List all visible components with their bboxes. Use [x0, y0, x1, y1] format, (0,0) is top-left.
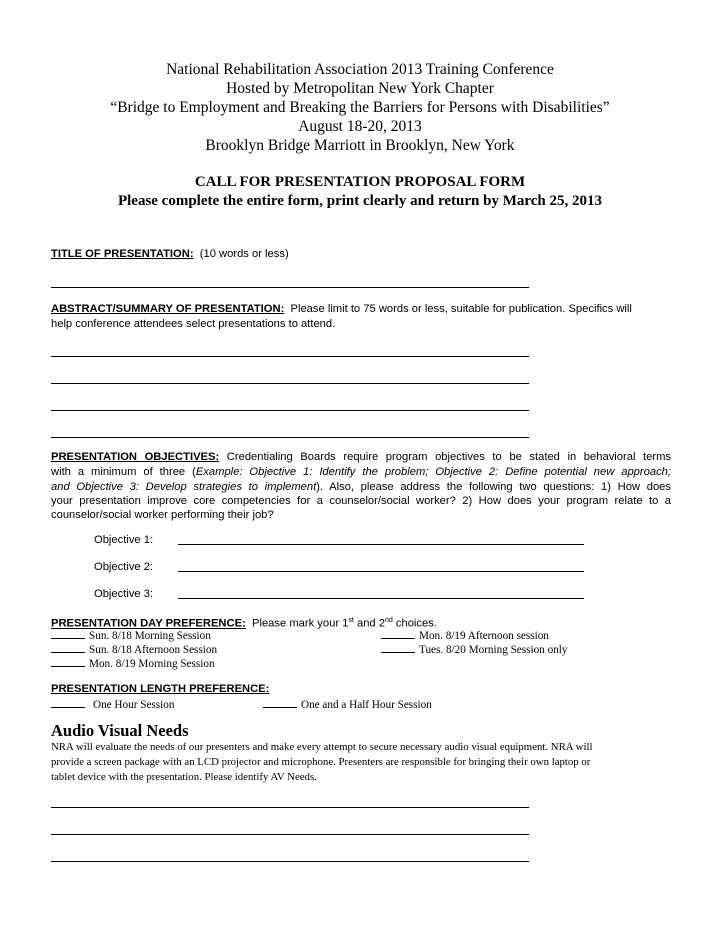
checkbox-blank[interactable] [381, 642, 415, 653]
conference-title: National Rehabilitation Association 2013 Training Conference [166, 61, 554, 78]
conference-theme: “Bridge to Employment and Breaking the Barriers for Persons with Disabilities” [110, 99, 610, 116]
av-needs-line1: NRA will evaluate the needs of our presenters and make every attempt to secure necessary audio visual equipment. NRA will [51, 741, 593, 753]
objectives-label: PRESENTATION OBJECTIVES: [51, 451, 220, 463]
objectives-intro-line3: and Objective 3: Develop strategies to implement). Also, please address the following two questions: 1) How does [51, 481, 671, 493]
objective-1-label: Objective 1: [94, 534, 154, 546]
title-label: TITLE OF PRESENTATION [51, 248, 190, 260]
objective-2-input-line[interactable] [178, 571, 584, 572]
length-preference-label: PRESENTATION LENGTH PREFERENCE [51, 683, 266, 695]
objective-3-label: Objective 3: [94, 588, 154, 600]
checkbox-blank[interactable] [381, 628, 415, 639]
abstract-input-line-1[interactable] [51, 356, 529, 357]
day-option-sun-morning[interactable]: Sun. 8/18 Morning Session [51, 628, 211, 643]
checkbox-blank[interactable] [51, 628, 85, 639]
abstract-label: ABSTRACT/SUMMARY OF PRESENTATION [51, 303, 281, 315]
abstract-section-heading: ABSTRACT/SUMMARY OF PRESENTATION: Please limit to 75 words or less, suitable for publication. Specifics will [51, 303, 632, 315]
day-preference-label: PRESENTATION DAY PREFERENCE [51, 617, 243, 630]
objective-3-input-line[interactable] [178, 598, 584, 599]
day-option-tue-morning[interactable]: Tues. 8/20 Morning Session only [381, 642, 567, 657]
av-input-line-1[interactable] [51, 807, 529, 808]
conference-dates: August 18-20, 2013 [298, 118, 422, 135]
checkbox-blank[interactable] [51, 642, 85, 653]
day-preference-heading: PRESENTATION DAY PREFERENCE: Please mark your 1st and 2nd choices. [51, 617, 437, 630]
objectives-intro-line2: with a minimum of three (Example: Objective 1: Identify the problem; Objective 2: Define potential new approach; [51, 466, 672, 478]
av-needs-line2: provide a screen package with an LCD projector and microphone. Presenters are responsible for bringing their own laptop or [51, 756, 591, 768]
title-note: (10 words or less) [199, 248, 289, 260]
length-option-ninety-min[interactable]: One and a Half Hour Session [263, 697, 432, 712]
conference-venue: Brooklyn Bridge Marriott in Brooklyn, New York [205, 137, 515, 154]
av-input-line-3[interactable] [51, 861, 529, 862]
checkbox-blank[interactable] [51, 697, 85, 708]
day-option-sun-afternoon[interactable]: Sun. 8/18 Afternoon Session [51, 642, 217, 657]
abstract-input-line-4[interactable] [51, 437, 529, 438]
objectives-intro-line1: PRESENTATION OBJECTIVES: Credentialing Boards require program objectives to be stated in behavioral terms [51, 451, 672, 463]
form-instructions: Please complete the entire form, print clearly and return by March 25, 2013 [117, 193, 603, 209]
av-needs-line3: tablet device with the presentation. Please identify AV Needs. [51, 771, 317, 783]
day-option-mon-morning[interactable]: Mon. 8/19 Morning Session [51, 656, 215, 671]
av-needs-heading: Audio Visual Needs [51, 721, 189, 740]
objective-2-label: Objective 2: [94, 561, 154, 573]
abstract-input-line-3[interactable] [51, 410, 529, 411]
title-section-heading: TITLE OF PRESENTATION: (10 words or less) [51, 248, 289, 260]
abstract-note: help conference attendees select presentations to attend. [51, 318, 336, 330]
abstract-input-line-2[interactable] [51, 383, 529, 384]
host-chapter: Hosted by Metropolitan New York Chapter [226, 80, 494, 97]
checkbox-blank[interactable] [263, 697, 297, 708]
length-option-one-hour[interactable]: One Hour Session [51, 697, 174, 712]
length-preference-heading: PRESENTATION LENGTH PREFERENCE: [51, 683, 270, 695]
form-title: CALL FOR PRESENTATION PROPOSAL FORM [194, 174, 526, 190]
objectives-intro-line5: counselor/social worker performing their job? [51, 509, 274, 521]
title-input-line[interactable] [51, 287, 529, 288]
objectives-intro-line4: your presentation improve core competencies for a counselor/social worker? 2) How does your program relate to a [51, 495, 671, 507]
day-option-mon-afternoon[interactable]: Mon. 8/19 Afternoon session [381, 628, 549, 643]
av-input-line-2[interactable] [51, 834, 529, 835]
checkbox-blank[interactable] [51, 656, 85, 667]
objective-1-input-line[interactable] [178, 544, 584, 545]
